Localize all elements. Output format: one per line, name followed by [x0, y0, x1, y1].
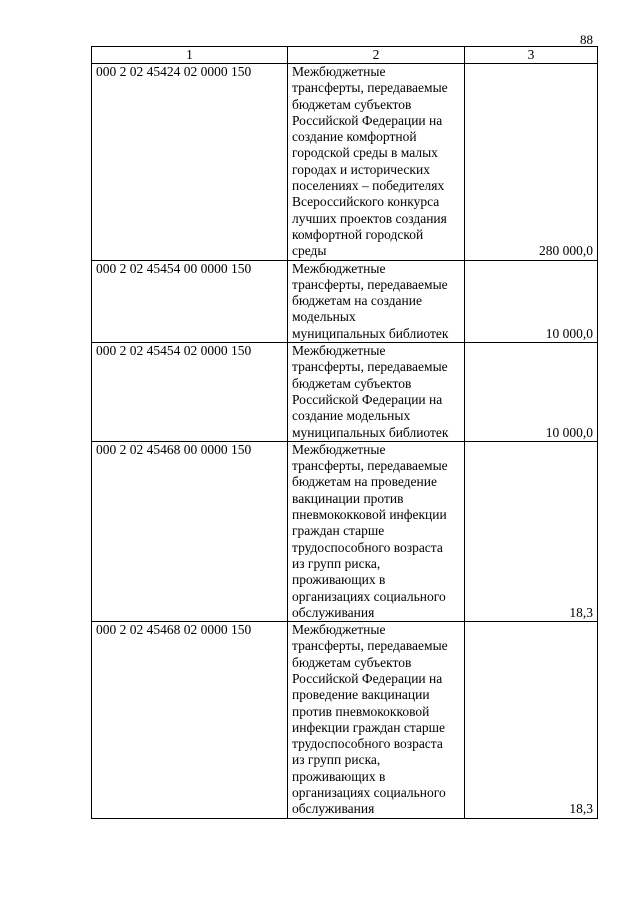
description-line: пневмококковой инфекции — [292, 507, 447, 523]
description-line: трудоспособного возраста — [292, 736, 443, 752]
description-line: трансферты, передаваемые — [292, 276, 448, 292]
amount-cell: 10 000,0 — [465, 260, 598, 342]
description-line: муниципальных библиотек — [292, 424, 449, 440]
description-line: организациях социального — [292, 785, 446, 801]
table-row — [92, 441, 598, 621]
column-header-code: 1 — [92, 47, 288, 64]
description-line: среды — [292, 243, 327, 259]
description-line: модельных — [292, 309, 356, 325]
table-row — [92, 260, 598, 342]
header-row — [92, 47, 598, 64]
description-line: обслуживания — [292, 604, 375, 620]
description-line: Межбюджетные — [292, 260, 386, 276]
table-row — [92, 64, 598, 261]
description-line: трансферты, передаваемые — [292, 458, 448, 474]
description-line: бюджетам на проведение — [292, 474, 437, 490]
budget-code-cell: 000 2 02 45454 02 0000 150 — [92, 343, 288, 442]
budget-code-cell: 000 2 02 45468 00 0000 150 — [92, 441, 288, 621]
amount-cell: 10 000,0 — [465, 343, 598, 442]
description-cell — [288, 64, 465, 261]
description-line: трансферты, передаваемые — [292, 638, 448, 654]
description-line: Межбюджетные — [292, 622, 386, 638]
description-line: Всероссийского конкурса — [292, 194, 440, 210]
description-line: инфекции граждан старше — [292, 719, 446, 735]
description-line: бюджетам на создание — [292, 293, 422, 309]
column-header-name: 2 — [288, 47, 465, 64]
amount-cell: 280 000,0 — [465, 64, 598, 261]
description-line: организациях социального — [292, 588, 446, 604]
table-row — [92, 622, 598, 819]
budget-code-cell: 000 2 02 45424 02 0000 150 — [92, 64, 288, 261]
description-line: Межбюджетные — [292, 441, 386, 457]
description-line: трансферты, передаваемые — [292, 359, 448, 375]
description-line: проживающих в — [292, 572, 386, 588]
description-line: вакцинации против — [292, 490, 404, 506]
amount-cell: 18,3 — [465, 441, 598, 621]
description-line: создание модельных — [292, 408, 411, 424]
description-line: бюджетам субъектов — [292, 375, 412, 391]
description-cell — [288, 441, 465, 621]
table-body — [92, 64, 598, 819]
table-header — [92, 47, 598, 64]
description-cell — [288, 622, 465, 819]
description-line: муниципальных библиотек — [292, 325, 449, 341]
budget-table — [91, 46, 598, 819]
description-line: проведение вакцинации — [292, 687, 430, 703]
description-cell — [288, 260, 465, 342]
description-line: против пневмококковой — [292, 703, 430, 719]
description-line: городах и исторических — [292, 161, 430, 177]
description-line: Межбюджетные — [292, 64, 386, 79]
description-line: комфортной городской — [292, 226, 424, 242]
description-line: трудоспособного возраста — [292, 539, 443, 555]
column-header-amount: 3 — [465, 47, 598, 64]
description-cell — [288, 343, 465, 442]
description-line: бюджетам субъектов — [292, 654, 412, 670]
description-line: Российской Федерации на — [292, 391, 443, 407]
description-line: создание комфортной — [292, 129, 417, 145]
description-line: трансферты, передаваемые — [292, 80, 448, 96]
amount-cell: 18,3 — [465, 622, 598, 819]
description-line: из групп риска, — [292, 555, 381, 571]
budget-code-cell: 000 2 02 45468 02 0000 150 — [92, 622, 288, 819]
description-line: Межбюджетные — [292, 343, 386, 359]
description-line: городской среды в малых — [292, 145, 438, 161]
description-line: обслуживания — [292, 801, 375, 817]
description-line: Российской Федерации на — [292, 670, 443, 686]
description-line: проживающих в — [292, 768, 386, 784]
description-line: лучших проектов создания — [292, 210, 447, 226]
budget-code-cell: 000 2 02 45454 00 0000 150 — [92, 260, 288, 342]
description-line: Российской Федерации на — [292, 112, 443, 128]
page-number: 88 — [580, 32, 593, 47]
description-line: из групп риска, — [292, 752, 381, 768]
description-line: граждан старше — [292, 523, 385, 539]
description-line: поселениях – победителях — [292, 178, 445, 194]
description-line: бюджетам субъектов — [292, 96, 412, 112]
table-row — [92, 343, 598, 442]
